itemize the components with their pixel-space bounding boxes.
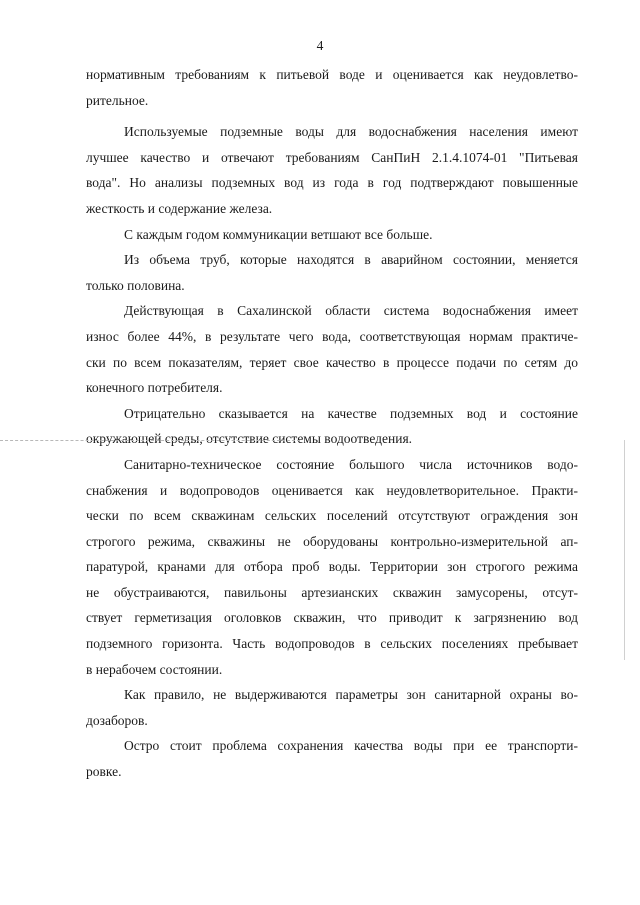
text-line: С каждым годом коммуникации ветшают все больше. bbox=[124, 226, 433, 242]
text-line: жесткость и содержание железа. bbox=[86, 200, 273, 216]
text-line: окружающей среды, отсутствие системы водоотведения. bbox=[86, 431, 413, 447]
text-line: дозаборов. bbox=[86, 712, 148, 728]
text-line: только половина. bbox=[86, 277, 185, 293]
scan-edge-mark bbox=[624, 440, 625, 660]
text-line: чески по всем скважинам сельских поселений отсутствуют ограждения зон bbox=[86, 508, 578, 524]
text-line: снабжения и водопроводов оценивается как неудовлетворительное. Практи- bbox=[86, 482, 578, 498]
text-line: вода". Но анализы подземных вод из года в год подтверждают повышенные bbox=[86, 175, 578, 191]
text-line: ствует герметизация оголовков скважин, что приводит к загрязнению вод bbox=[86, 610, 578, 626]
text-line: нормативным требованиям к питьевой воде и оценивается как неудовлетво- bbox=[86, 67, 578, 82]
text-line: износ более 44%, в результате чего вода, соответствующая нормам практиче- bbox=[86, 328, 578, 344]
text-line: подземного горизонта. Часть водопроводов в сельских поселениях пребывает bbox=[86, 636, 578, 652]
text-line: ровке. bbox=[86, 764, 122, 780]
text-line: в нерабочем состоянии. bbox=[86, 661, 223, 677]
body-text bbox=[86, 62, 578, 785]
page-number: 4 bbox=[316, 38, 324, 53]
text-line: рительное. bbox=[86, 92, 149, 108]
text-line: Из объема труб, которые находятся в аварийном состоянии, меняется bbox=[124, 252, 578, 268]
text-line: Используемые подземные воды для водоснабжения населения имеют bbox=[124, 124, 578, 140]
text-line: лучшее качество и отвечают требованиям СанПиН 2.1.4.1074-01 "Питьевая bbox=[86, 149, 578, 165]
text-line: строгого режима, скважины не оборудованы контрольно-измерительной ап- bbox=[86, 533, 578, 549]
text-line: Остро стоит проблема сохранения качества воды при ее транспорти- bbox=[124, 738, 578, 754]
text-line: Отрицательно сказывается на качестве подземных вод и состояние bbox=[124, 405, 578, 421]
scan-artifact-line bbox=[0, 440, 300, 441]
text-line: Санитарно-техническое состояние большого числа источников водо- bbox=[124, 456, 578, 472]
text-line: ски по всем показателям, теряет свое качество в процессе подачи по сетям до bbox=[86, 354, 578, 370]
text-line: паратурой, кранами для отбора проб воды. Территории зон строгого режима bbox=[86, 559, 578, 575]
text-line: не обустраиваются, павильоны артезианских скважин замусорены, отсут- bbox=[86, 584, 578, 600]
text-line: Как правило, не выдерживаются параметры зон санитарной охраны во- bbox=[124, 687, 578, 703]
text-line: Действующая в Сахалинской области система водоснабжения имеет bbox=[124, 303, 578, 319]
text-line: конечного потребителя. bbox=[86, 380, 223, 396]
